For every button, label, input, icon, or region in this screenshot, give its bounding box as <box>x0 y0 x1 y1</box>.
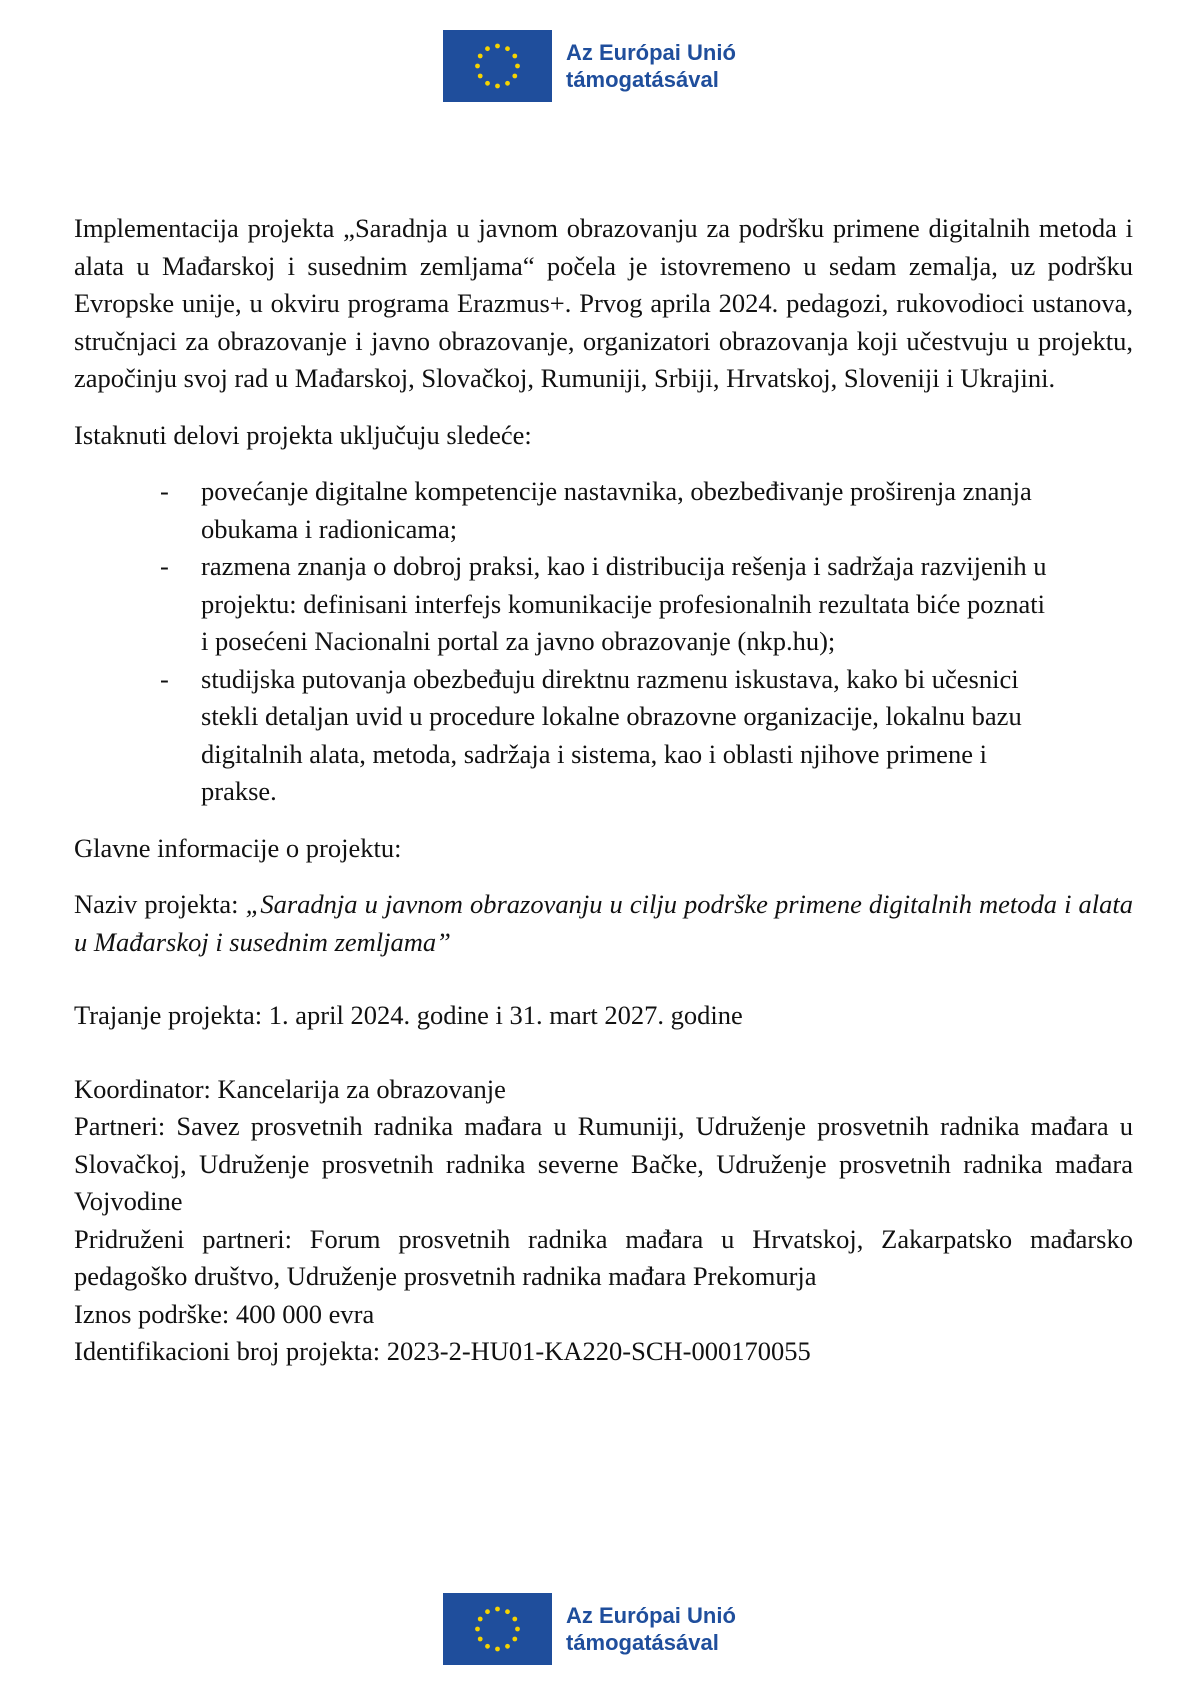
list-item-text: studijska putovanja obezbeđuju direktnu razmenu iskustava, kako bi učesnici stekli detaljan uvid u procedure lokalne obrazovne organizacije, lokalnu bazu digitalnih alata, metoda, sadržaja i sistema, kao i oblasti njihove primene i prakse. <box>201 663 1022 806</box>
project-id: Identifikacioni broj projekta: 2023-2-HU01-KA220-SCH-000170055 <box>74 1336 811 1366</box>
eu-support-text <box>566 1602 736 1656</box>
project-duration: Trajanje projekta: 1. april 2024. godine i 31. mart 2027. godine <box>74 1000 743 1030</box>
bullet-dash: - <box>160 476 169 506</box>
highlights-heading: Istaknuti delovi projekta uključuju sledeće: <box>74 419 532 450</box>
highlights-list <box>74 473 1133 811</box>
main-info-heading: Glavne informacije o projektu: <box>74 832 402 863</box>
eu-text-line2: támogatásával <box>566 1630 719 1655</box>
associated-partners: Pridruženi partneri: Forum prosvetnih radnika mađara u Hrvatskoj, Zakarpatsko mađarsko pedagoško društvo, Udruženje prosvetnih radnika mađara Prekomurja <box>74 1223 1133 1291</box>
list-item-text: povećanje digitalne kompetencije nastavnika, obezbeđivanje proširenja znanja obukama i radionicama; <box>201 476 1032 544</box>
intro-paragraph: Implementacija projekta „Saradnja u javnom obrazovanju za podršku primene digitalnih metoda i alata u Mađarskoj i susednim zemljama“ počela je istovremeno u sedam zemalja, uz podršku Evropske unije, u okviru programa Erazmus+. Prvog aprila 2024. pedagozi, rukovodioci ustanova, stručnjaci za obrazovanje i javno obrazovanje, organizatori obrazovanja koji učestvuju u projektu, započinju svoj rad u Mađarskoj, Slovačkoj, Rumuniji, Srbiji, Hrvatskoj, Sloveniji i Ukrajini. <box>74 213 1133 393</box>
partners: Partneri: Savez prosvetnih radnika mađara u Rumuniji, Udruženje prosvetnih radnika mađara u Slovačkoj, Udruženje prosvetnih radnika severne Bačke, Udruženje prosvetnih radnika mađara Vojvodine <box>74 1111 1133 1216</box>
list-item <box>74 548 1133 661</box>
eu-text-line2: támogatásával <box>566 67 719 92</box>
eu-text-line1: Az Európai Unió <box>566 1603 736 1628</box>
project-name-value: „Saradnja u javnom obrazovanju u cilju podrške primene digitalnih metoda i alata u Mađarskoj i susednim zemljama” <box>74 889 1133 957</box>
project-name-label: Naziv projekta: <box>74 889 239 919</box>
eu-logo-bottom <box>443 1593 763 1665</box>
list-item-text: razmena znanja o dobroj praksi, kao i distribucija rešenja i sadržaja razvijenih u projektu: definisani interfejs komunikacije profesionalnih rezultata biće poznati i posećeni Nacionalni portal za javno obrazovanje (nkp.hu); <box>201 551 1047 656</box>
eu-flag-icon <box>443 1593 552 1665</box>
eu-logo-top <box>443 30 763 102</box>
bullet-dash: - <box>160 663 169 694</box>
support-amount: Iznos podrške: 400 000 evra <box>74 1298 375 1329</box>
list-item <box>74 473 1133 548</box>
project-name <box>74 886 1133 961</box>
document-body <box>74 210 1133 1371</box>
bullet-dash: - <box>160 551 169 581</box>
eu-support-text <box>566 39 736 93</box>
project-details <box>74 1071 1133 1371</box>
list-item <box>74 661 1133 811</box>
eu-flag-icon <box>443 30 552 102</box>
coordinator: Koordinator: Kancelarija za obrazovanje <box>74 1073 506 1104</box>
eu-text-line1: Az Európai Unió <box>566 40 736 65</box>
